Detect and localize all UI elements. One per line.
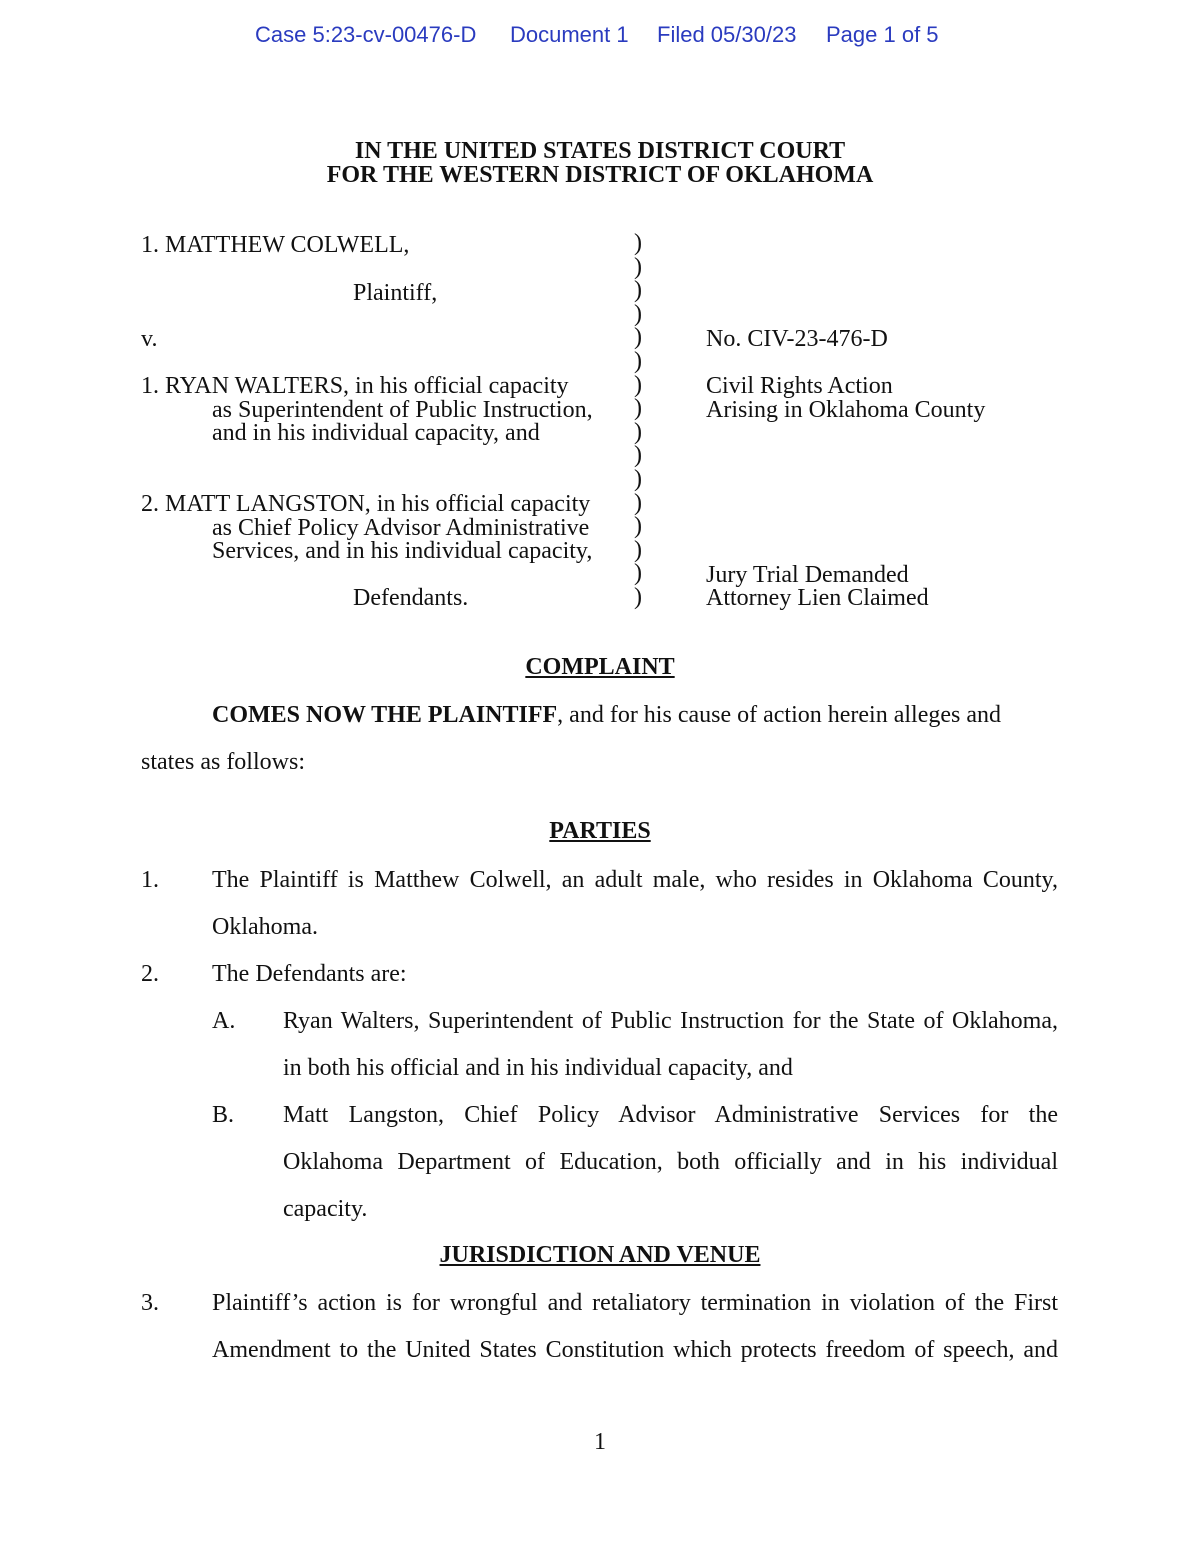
jurisdiction-heading: JURISDICTION AND VENUE	[439, 1242, 761, 1268]
action-type: Civil Rights Action	[706, 373, 893, 399]
defendant-2-line3: Services, and in his individual capacity,	[212, 538, 593, 564]
subparagraph-b-line2: Oklahoma Department of Education, both officially and in his individual	[283, 1149, 1058, 1175]
jury-trial-demand: Jury Trial Demanded	[706, 562, 909, 588]
paragraph-3-line1: Plaintiff’s action is for wrongful and retaliatory termination in violation of the First	[212, 1290, 1058, 1316]
court-name-line1: IN THE UNITED STATES DISTRICT COURT	[354, 138, 846, 164]
paragraph-3-number: 3.	[141, 1290, 159, 1316]
ecf-case-number: Case 5:23-cv-00476-D	[255, 22, 477, 47]
defendant-1-line2: as Superintendent of Public Instruction,	[212, 397, 593, 423]
complaint-heading: COMPLAINT	[525, 654, 675, 680]
defendant-1-line3: and in his individual capacity, and	[212, 420, 540, 446]
defendant-2-line1: 2. MATT LANGSTON, in his official capacity	[141, 491, 591, 517]
ecf-page-count: Page 1 of 5	[826, 22, 939, 47]
complaint-intro-line1	[212, 701, 1001, 729]
complaint-intro-line2: states as follows:	[141, 749, 305, 775]
complaint-intro-rest: , and for his cause of action herein alleges and	[557, 702, 1001, 728]
subparagraph-a-line2: in both his official and in his individual capacity, and	[283, 1055, 793, 1081]
paragraph-3-line2: Amendment to the United States Constitution which protects freedom of speech, and	[212, 1337, 1058, 1363]
ecf-filed-date: Filed 05/30/23	[657, 22, 797, 47]
ecf-document-number: Document 1	[510, 22, 629, 47]
attorney-lien: Attorney Lien Claimed	[706, 585, 929, 611]
subparagraph-b-line1: Matt Langston, Chief Policy Advisor Administrative Services for the	[283, 1102, 1058, 1128]
subparagraph-a-label: A.	[212, 1008, 236, 1034]
plaintiff-role: Plaintiff,	[353, 280, 438, 306]
court-name-line2: FOR THE WESTERN DISTRICT OF OKLAHOMA	[326, 162, 874, 188]
defendant-2-line2: as Chief Policy Advisor Administrative	[212, 515, 590, 541]
versus: v.	[141, 326, 158, 352]
parties-heading: PARTIES	[549, 818, 651, 844]
page-number: 1	[594, 1429, 606, 1455]
paragraph-2-line1: The Defendants are:	[212, 961, 407, 987]
action-venue: Arising in Oklahoma County	[706, 397, 986, 423]
paragraph-1-number: 1.	[141, 867, 159, 893]
paragraph-1-line2: Oklahoma.	[212, 914, 318, 940]
subparagraph-a-line1: Ryan Walters, Superintendent of Public Instruction for the State of Oklahoma,	[283, 1008, 1058, 1034]
subparagraph-b-line3: capacity.	[283, 1196, 368, 1222]
complaint-intro-bold: COMES NOW THE PLAINTIFF	[212, 702, 558, 728]
case-number: No. CIV-23-476-D	[706, 326, 888, 352]
defendants-role: Defendants.	[353, 585, 469, 611]
subparagraph-b-label: B.	[212, 1102, 235, 1128]
plaintiff-name: 1. MATTHEW COLWELL,	[141, 232, 410, 258]
defendant-1-line1: 1. RYAN WALTERS, in his official capacity	[141, 373, 569, 399]
caption-parenthesis-column: ) ) ) ) ) ) ) ) ) ) ) ) ) ) ) )	[634, 230, 642, 610]
paragraph-2-number: 2.	[141, 961, 159, 987]
paragraph-1-line1: The Plaintiff is Matthew Colwell, an adult male, who resides in Oklahoma County,	[212, 867, 1058, 893]
